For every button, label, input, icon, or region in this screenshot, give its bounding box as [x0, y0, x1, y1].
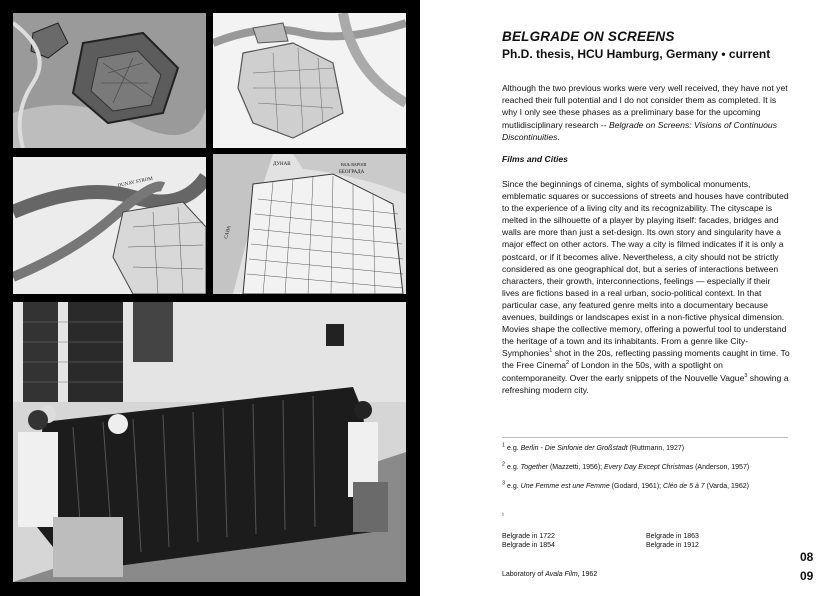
footnote-3-mid: (Godard, 1961);	[609, 483, 664, 490]
intro-italic-title: Belgrade on Screens: Visions of Continuous Discontinuities	[502, 119, 777, 142]
image-belgrade-1854	[213, 13, 406, 148]
map-label-dunav: ДУНАВ	[273, 162, 291, 167]
body-text-3: of London in the 50s, with a spotlight on contemporaneity. Over the early snippets of the Nouvelle Vague	[502, 360, 745, 383]
footnote-3-title: Une Femme est une Femme	[520, 483, 610, 490]
caption-lab-post: , 1962	[577, 571, 598, 578]
footnote-divider	[502, 437, 788, 438]
page-number-right: 09	[800, 569, 814, 583]
body-text-1: Since the beginnings of cinema, sights of symbolical monuments, emblematic squares or successions of streets and houses have contributed to the experience of a living city and its recognizability. The cityscape is melted in the silhouette of a player by playing itself: facades, bridges and walls are more than just a set-design. Its own story and singularity have a major effect on other actors. The way a city is filmed indicates if it is only a postcard, or if it becomes alive. Nevertheless, a city should not be strictly considered as one geographical dot, but a series of interactions between characters, their growth, interconnections, feelings — especially if their lives are fictions based in a real urban, socio-political context. In that particular case, any featured genre melts into a documentary because avenues, buildings or landscapes exist in a non-fictive physical dimension. Movies shape the collective memory, offering a powerful tool to understand the heritage of a town and its inhabitants. From a genre like City-Symphonies	[502, 179, 789, 359]
caption-lab-pre: Laboratory of	[502, 571, 546, 578]
caption-laboratory	[502, 570, 597, 579]
caption-1912: Belgrade in 1912	[646, 542, 699, 549]
page-subtitle: Ph.D. thesis, HCU Hamburg, Germany • current	[502, 47, 771, 61]
body-text-4: showing a refreshing modern city.	[502, 372, 789, 395]
footnote-ref-3: 3	[744, 372, 748, 379]
page-title: BELGRADE ON SCREENS	[502, 29, 675, 44]
caption-lab-italic: Avala Film	[545, 571, 578, 578]
image-belgrade-1863	[13, 157, 206, 294]
footnote-1-post: (Ruttmann, 1927)	[627, 445, 685, 452]
map-label-top: ВАЉ ВАРОШ	[341, 162, 367, 167]
footnote-1	[502, 444, 792, 453]
footnote-3	[502, 482, 792, 491]
caption-1722: Belgrade in 1722	[502, 533, 555, 540]
footnote-1-pre: e.g.	[505, 445, 521, 452]
footnote-ref-2: 2	[566, 360, 570, 367]
caption-marker: ¹	[502, 513, 504, 519]
footnote-2-title2: Every Day Except Christmas	[604, 464, 694, 471]
section-title: Films and Cities	[502, 154, 568, 164]
intro-text: Although the two previous works were very well received, they have not yet reached their full potential and I do not consider them as completed. It is why I only see these phases as a preliminary base for the upcoming mutlidisciplinary research --	[502, 83, 788, 130]
map-label-city: БЕОГРАДА	[339, 170, 365, 175]
map-label-sava: САВА	[224, 225, 233, 240]
footnote-1-title: Berlin - Die Sinfonie der Großstadt	[520, 445, 628, 452]
footnote-2	[502, 463, 792, 472]
footnote-1-number: 1	[502, 442, 506, 449]
caption-1854: Belgrade in 1854	[502, 542, 555, 549]
caption-1863: Belgrade in 1863	[646, 533, 699, 540]
footnote-2-title: Together	[520, 464, 549, 471]
footnote-ref-1: 1	[549, 348, 553, 355]
intro-paragraph	[502, 82, 790, 143]
footnote-3-number: 3	[502, 480, 506, 487]
body-paragraph	[502, 178, 790, 396]
image-avala-film-laboratory	[13, 302, 406, 582]
footnote-2-number: 2	[502, 461, 506, 468]
image-belgrade-1912	[213, 154, 406, 294]
intro-end: .	[557, 131, 560, 142]
footnote-2-mid: (Mazzetti, 1956);	[548, 464, 605, 471]
footnote-3-title2: Cléo de 5 à 7	[663, 483, 705, 490]
page-number-left: 08	[800, 550, 814, 564]
footnote-2-post: (Anderson, 1957)	[693, 464, 750, 471]
footnote-3-post: (Varda, 1962)	[704, 483, 749, 490]
map-label-danube: DUNAV STROM	[117, 176, 154, 189]
image-belgrade-1722	[13, 13, 206, 148]
body-text-2: shot in the 20s, reflecting passing moments caught in time. To the Free Cinema	[502, 348, 790, 371]
footnote-2-pre: e.g.	[505, 464, 521, 471]
footnote-3-pre: e.g.	[505, 483, 521, 490]
